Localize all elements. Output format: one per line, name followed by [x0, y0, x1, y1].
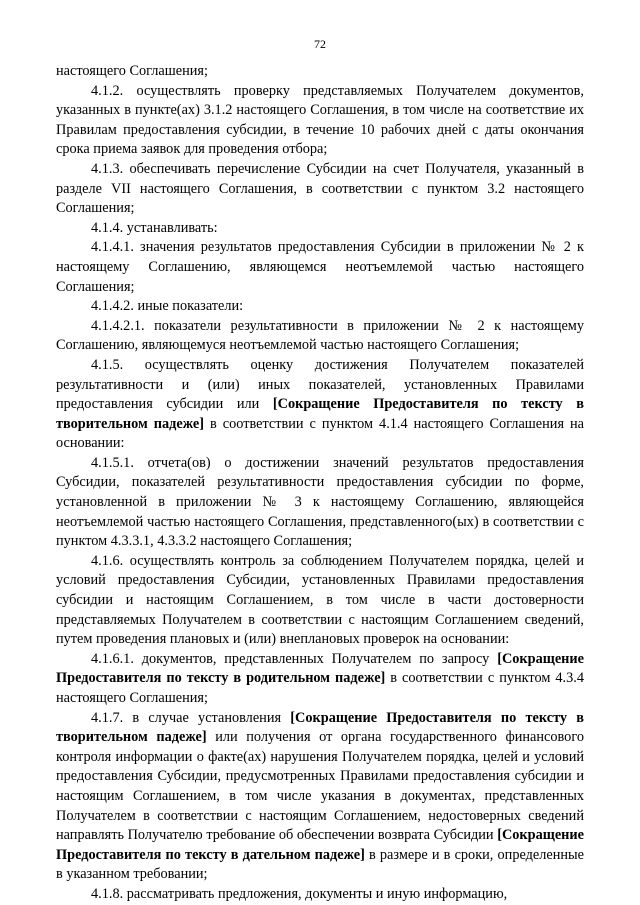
paragraph-4-1-8: 4.1.8. рассматривать предложения, документы и иную информацию, [91, 885, 508, 902]
paragraph-4-1-7 [56, 709, 584, 885]
placeholder-bold-text: [Сокращение Предоставителя по тексту в дательном падеже] [56, 827, 584, 863]
page-number: 72 [314, 37, 326, 51]
document-body [56, 62, 584, 905]
paragraph-text: 4.1.5. осуществлять оценку достижения Получателем показателей результативности и (или) иных показателей, установленных Правилами предоставления субсидии или [56, 356, 584, 413]
paragraph-4-1-2: 4.1.2. осуществлять проверку представляемых Получателем документов, указанных в пункте(ах) 3.1.2 настоящего Соглашения, в том числе на соответствие их Правилам предоставления субсидии, в течение 10 рабочих дней с даты окончания срока приема заявок для проведения отбора; [56, 82, 584, 158]
placeholder-bold-text: [Сокращение Предоставителя по тексту в творительном падеже] [56, 396, 584, 432]
paragraph-text: 4.1.7. в случае установления [91, 709, 291, 726]
paragraph-text: в размере и в сроки, определенные в указанном требовании; [56, 846, 584, 883]
paragraph-text: или получения от органа государственного финансового контроля информации о факте(ах) нарушения Получателем порядка, целей и условий предоставления Субсидии, предусмотренных Правилами предоставления субсидии и настоящим Соглашением, в том числе указания в документах, представленных Получателем в соответствии с настоящим Соглашением, недостоверных сведений направлять Получателю требование об обеспечении возврата Субсидии [56, 729, 584, 844]
paragraph-4-1-5 [56, 356, 584, 454]
paragraph-4-1-4-2-1: 4.1.4.2.1. показатели результативности в приложении № 2 к настоящему Соглашению, являющемуся неотъемлемой частью настоящего Соглашения; [56, 317, 584, 354]
placeholder-bold-text: [Сокращение Предоставителя по тексту в родительном падеже] [56, 650, 584, 687]
paragraph-text: 4.1.6.1. документов, представленных Получателем по запросу [91, 650, 498, 667]
paragraph-4-1-6-1 [56, 650, 584, 709]
paragraph-4-1-5-1: 4.1.5.1. отчета(ов) о достижении значений результатов предоставления Субсидии, показателей результативности предоставления субсидии по форме, установленной в приложении № 3 к настоящему Соглашению, являющейся неотъемлемой частью настоящего Соглашения, представленного(ых) в соответствии с пунктом 4.3.3.1, 4.3.3.2 настоящего Соглашения; [56, 454, 584, 550]
paragraph-text: в соответствии с пунктом 4.1.4 настоящего Соглашения на основании: [56, 415, 585, 452]
paragraph-4-1-3: 4.1.3. обеспечивать перечисление Субсидии на счет Получателя, указанный в разделе VII настоящего Соглашения, в соответствии с пунктом 3.2 настоящего Соглашения; [56, 160, 584, 217]
placeholder-bold-text: [Сокращение Предоставителя по тексту в творительном падеже] [56, 709, 584, 746]
paragraph-text: в соответствии с пунктом 4.3.4 настоящего Соглашения; [56, 670, 584, 706]
paragraph-continuation: настоящего Соглашения; [56, 63, 208, 79]
paragraph-4-1-4-1: 4.1.4.1. значения результатов предоставления Субсидии в приложении № 2 к настоящему Соглашению, являющемся неотъемлемой частью настоящего Соглашения; [56, 239, 584, 295]
paragraph-4-1-4: 4.1.4. устанавливать: [91, 219, 218, 236]
paragraph-4-1-4-2: 4.1.4.2. иные показатели: [91, 298, 244, 315]
paragraph-4-1-6: 4.1.6. осуществлять контроль за соблюдением Получателем порядка, целей и условий предоставления Субсидии, установленных Правилами предоставления субсидии и настоящим Соглашением, в том числе в части достоверности представляемых Получателем в соответствии с настоящим Соглашением сведений, путем проведения плановых и (или) внеплановых проверок на основании: [56, 552, 584, 648]
